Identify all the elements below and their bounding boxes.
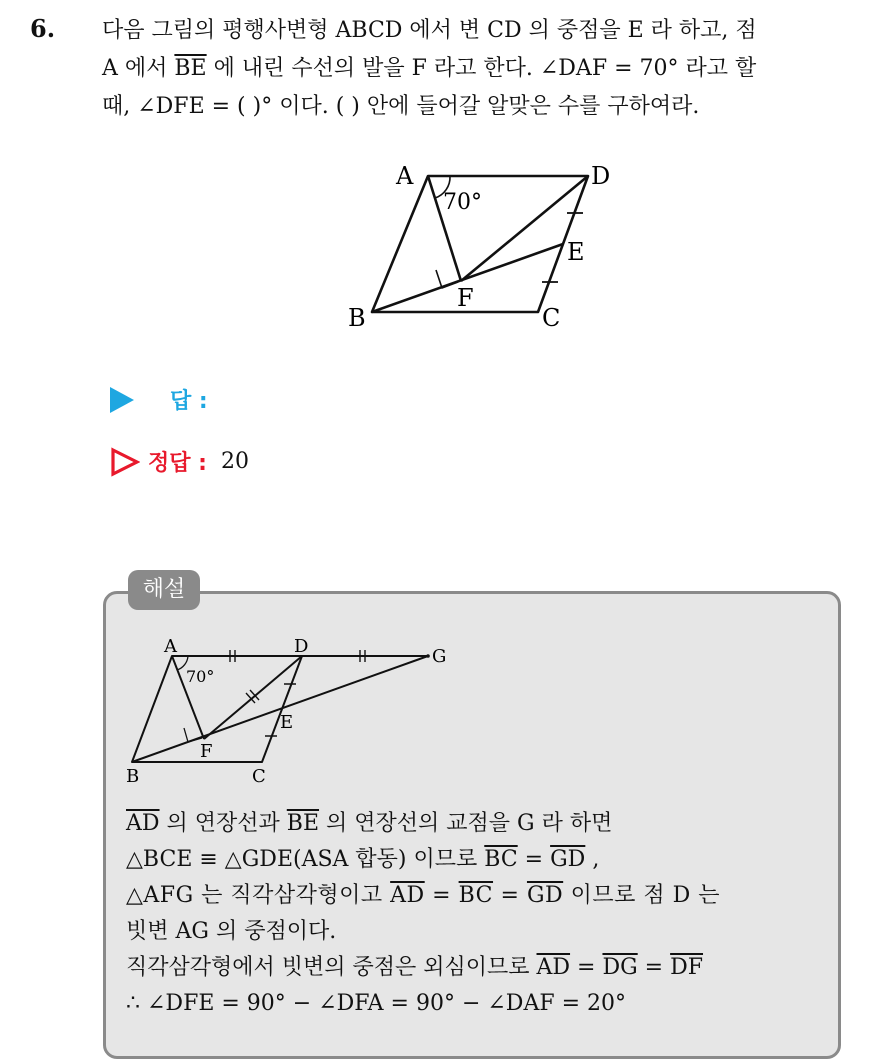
solution-tag: 해설 <box>128 570 200 610</box>
text: △BCE ≡ △GDE(ASA 합동) 이므로 <box>126 847 485 872</box>
segment-df: $\overline{DF}$ <box>670 955 704 980</box>
question-number: 6. <box>30 14 56 43</box>
question-line-2 <box>102 50 872 88</box>
correct-answer-value: 20 <box>220 449 249 474</box>
play-filled-icon <box>110 387 134 413</box>
label-a: A <box>396 162 414 190</box>
parallelogram-figure <box>330 150 630 340</box>
solution-line-1 <box>126 806 720 842</box>
segment-be: $\overline{BE}$ <box>286 811 320 836</box>
text: 직각삼각형에서 빗변의 중점은 외심이므로 <box>126 955 537 980</box>
answer-label: 답 : <box>170 389 208 414</box>
segment-ad: $\overline{AD}$ <box>126 811 160 836</box>
solution-line-2 <box>126 842 720 878</box>
question-line-2-start: A 에서 <box>102 56 175 81</box>
segment-be: $\overline{BE}$ <box>174 56 207 81</box>
text: 의 연장선과 <box>159 811 287 836</box>
label-e: E <box>567 238 585 266</box>
angle-label: 70° <box>443 190 482 215</box>
segment-bc: $\overline{BC}$ <box>484 847 518 872</box>
label-f: F <box>200 741 213 762</box>
segment-ad: $\overline{AD}$ <box>536 955 571 980</box>
solution-line-6: ∴ ∠DFE = 90° − ∠DFA = 90° − ∠DAF = 20° <box>126 991 627 1016</box>
label-c: C <box>542 304 561 332</box>
segment-gd: $\overline{GD}$ <box>526 883 564 908</box>
segment-gd: $\overline{GD}$ <box>550 847 586 872</box>
solution-figure <box>120 632 480 792</box>
play-outline-icon <box>110 447 140 477</box>
correct-answer-row <box>110 446 249 477</box>
question-line-1: 다음 그림의 평행사변형 ABCD 에서 변 CD 의 중점을 E 라 하고, 점 <box>102 18 757 43</box>
label-d: D <box>294 636 309 657</box>
answer-row <box>110 384 208 415</box>
text: △AFG 는 직각삼각형이고 <box>126 883 391 908</box>
question-line-3: 때, ∠DFE = ( )° 이다. ( ) 안에 들어갈 알맞은 수를 구하여라. <box>102 94 700 119</box>
solution-line-5 <box>126 950 720 986</box>
segment-bc: $\overline{BC}$ <box>458 883 494 908</box>
text: 이므로 점 D 는 <box>563 883 721 908</box>
segment-ad: $\overline{AD}$ <box>390 883 425 908</box>
label-c: C <box>252 766 266 787</box>
segment-dg: $\overline{DG}$ <box>602 955 638 980</box>
label-g: G <box>432 646 447 667</box>
label-b: B <box>348 304 366 332</box>
label-a: A <box>164 636 177 657</box>
label-d: D <box>591 162 611 190</box>
text: = <box>424 883 459 908</box>
label-e: E <box>280 712 294 733</box>
correct-answer-label: 정답 : <box>148 451 207 476</box>
text: 의 연장선의 교점을 G 라 하면 <box>319 811 613 836</box>
text: , <box>585 847 600 872</box>
text: = <box>517 847 551 872</box>
solution-line-3 <box>126 878 720 914</box>
question-text <box>102 12 872 126</box>
label-b: B <box>126 766 140 787</box>
solution-line-4: 빗변 AG 의 중점이다. <box>126 919 337 944</box>
text: = <box>493 883 527 908</box>
solution-text <box>126 806 720 1022</box>
text: = <box>637 955 671 980</box>
angle-label: 70° <box>186 667 215 686</box>
text: = <box>570 955 603 980</box>
label-f: F <box>457 284 474 312</box>
question-line-2-end: 에 내린 수선의 발을 F 라고 한다. ∠DAF = 70° 라고 할 <box>206 56 757 81</box>
